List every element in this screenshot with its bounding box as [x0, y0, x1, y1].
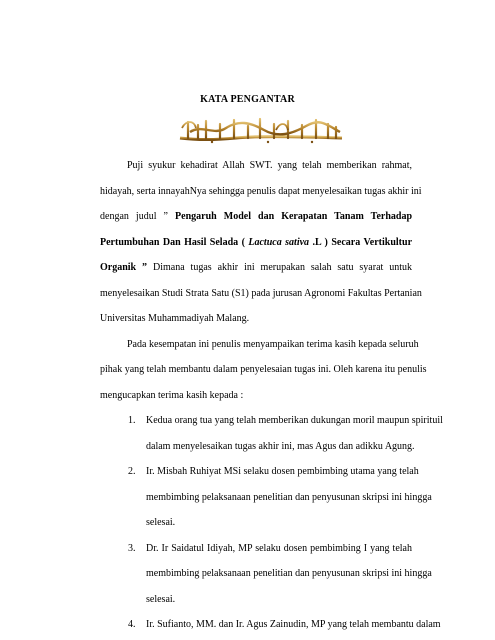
list-item-text: Kedua orang tua yang telah memberikan dukungan moril maupun spirituil [146, 415, 443, 426]
para1-line3-a: dengan judul ” [100, 211, 176, 222]
para1-line4 [100, 237, 412, 249]
basmala-text: بسم الله الرحمن الرحيم [256, 133, 266, 134]
page-title: KATA PENGANTAR [200, 94, 295, 105]
para1-line1: Puji syukur kehadirat Allah SWT. yang telah memberikan rahmat, [127, 160, 412, 171]
list-item-text: Dr. Ir Saidatul Idiyah, MP selaku dosen pembimbing I yang telah [146, 543, 412, 554]
list-item-text: dalam menyelesaikan tugas akhir ini, mas Agus dan adikku Agung. [146, 441, 415, 452]
list-item-text: Ir. Sufianto, MM. dan Ir. Agus Zainudin, MP yang telah membantu dalam [146, 619, 441, 630]
list-item-text: membimbing pelaksanaan penelitian dan penyusunan skripsi ini hingga [146, 568, 432, 579]
basmala-calligraphy [176, 116, 346, 144]
list-item-number: 4. [128, 619, 136, 630]
para1-line3 [100, 211, 412, 223]
species-name: Lactuca sativa [248, 237, 310, 248]
list-item-text: Ir. Misbah Ruhiyat MSi selaku dosen pembimbing utama yang telah [146, 466, 419, 477]
para2-line1: Pada kesempatan ini penulis menyampaikan terima kasih kepada seluruh [127, 339, 419, 350]
para1-line2: hidayah, serta innayahNya sehingga penulis dapat menyelesaikan tugas akhir ini [100, 186, 422, 197]
list-item-text: selesai. [146, 517, 176, 528]
list-item-number: 3. [128, 543, 136, 554]
list-item-text: membimbing pelaksanaan penelitian dan penyusunan skripsi ini hingga [146, 492, 432, 503]
para1-line5-b: Dimana tugas akhir ini merupakan salah satu syarat untuk [147, 262, 412, 273]
para1-line5-a: Organik ” [100, 262, 148, 273]
para1-line7: Universitas Muhammadiyah Malang. [100, 313, 250, 324]
para1-line5 [100, 262, 412, 274]
list-item-number: 2. [128, 466, 136, 477]
para1-line4-c: Secara Vertikultur [327, 237, 413, 248]
para2-line3: mengucapkan terima kasih kepada : [100, 390, 244, 401]
para1-line4-a: Pertumbuhan Dan Hasil Selada ( [100, 237, 249, 248]
para1-line6: menyelesaikan Studi Strata Satu (S1) pada jurusan Agronomi Fakultas Pertanian [100, 288, 422, 299]
list-item-number: 1. [128, 415, 136, 426]
list-item-text: selesai. [146, 594, 176, 605]
thesis-title-part1: Pengaruh Model dan Kerapatan Tanam Terhadap [175, 211, 412, 222]
para1-line4-b: .L ) [309, 237, 328, 248]
para2-line2: pihak yang telah membantu dalam penyelesaian tugas ini. Oleh karena itu penulis [100, 364, 427, 375]
